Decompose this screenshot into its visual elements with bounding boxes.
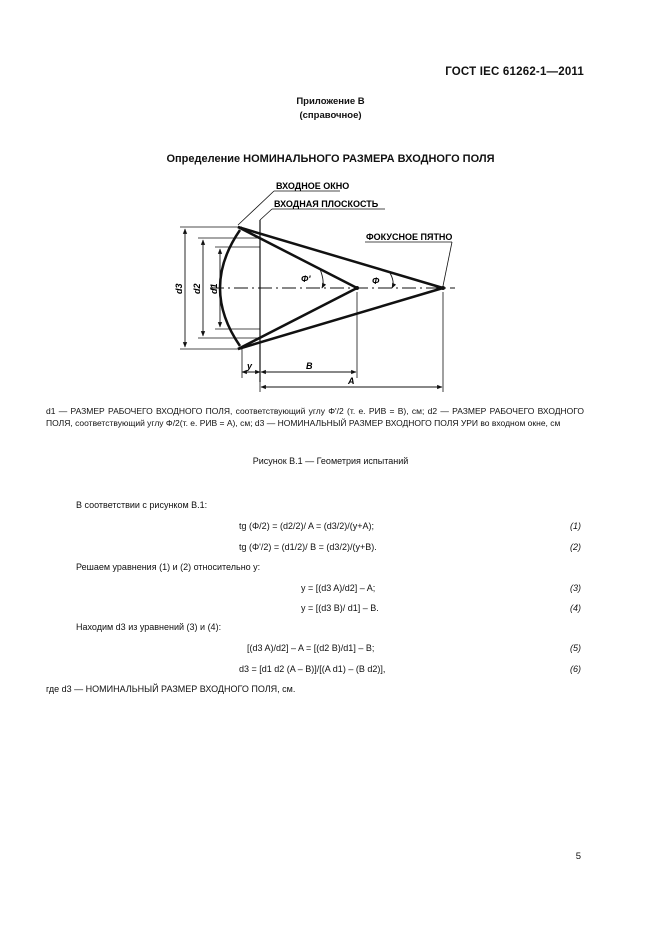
- equation-2-number: (2): [570, 542, 581, 552]
- geometry-diagram: [160, 172, 470, 398]
- figure-notes: d1 — РАЗМЕР РАБОЧЕГО ВХОДНОГО ПОЛЯ, соответствующий углу Φ'/2 (т. е. РИВ = B), см; d2 — РАЗМЕР РАБОЧЕГО ВХОДНОГО ПОЛЯ, соответствующий углу Φ/2(т. е. РИВ = A), см; d3 — НОМИНАЛЬНЫЙ РАЗМЕР ВХОДНОГО ПОЛЯ УРИ во входном окне, см: [46, 406, 584, 428]
- focal-spot-far: [441, 286, 445, 290]
- equation-1-number: (1): [570, 521, 581, 531]
- annex-subtitle: (справочное): [299, 110, 362, 121]
- page-number: 5: [575, 851, 581, 862]
- solve-text: Решаем уравнения (1) и (2) относительно y:: [76, 562, 261, 572]
- section-title: Определение НОМИНАЛЬНОГО РАЗМЕРА ВХОДНОГО ПОЛЯ: [166, 153, 495, 165]
- label-d1: d1: [209, 283, 219, 294]
- equation-5: [(d3 A)/d2] – A = [(d2 B)/d1] – B;: [247, 643, 375, 653]
- equation-3-number: (3): [570, 583, 581, 593]
- label-B: B: [306, 361, 313, 371]
- equation-3: y = [(d3 A)/d2] – A;: [301, 583, 376, 593]
- label-input-plane: ВХОДНАЯ ПЛОСКОСТЬ: [274, 199, 379, 209]
- focal-spot-near: [355, 286, 359, 290]
- equation-6: d3 = [d1 d2 (A – B)]/[(A d1) – (B d2)],: [239, 664, 386, 674]
- document-header: ГОСТ IEC 61262-1—2011: [445, 66, 584, 78]
- equation-6-number: (6): [570, 664, 581, 674]
- annex-title: Приложение В: [296, 96, 365, 107]
- label-focal-spot: ФОКУСНОЕ ПЯТНО: [366, 232, 453, 242]
- equation-4: y = [(d3 B)/ d1] – B.: [301, 603, 379, 613]
- label-input-window: ВХОДНОЕ ОКНО: [276, 181, 350, 191]
- label-d2: d2: [192, 283, 202, 294]
- find-text: Находим d3 из уравнений (3) и (4):: [76, 622, 222, 632]
- label-phi-prime: Φ': [301, 274, 311, 284]
- equation-4-number: (4): [570, 603, 581, 613]
- equation-2: tg (Φ'/2) = (d1/2)/ B = (d3/2)/(y+B).: [239, 542, 377, 552]
- intro-text: В соответствии с рисунком В.1:: [76, 500, 208, 510]
- where-text: где d3 — НОМИНАЛЬНЫЙ РАЗМЕР ВХОДНОГО ПОЛЯ, см.: [46, 684, 296, 694]
- label-phi: Φ: [372, 276, 380, 286]
- equation-5-number: (5): [570, 643, 581, 653]
- equation-1: tg (Φ/2) = (d2/2)/ A = (d3/2)/(y+A);: [239, 521, 374, 531]
- label-A: A: [348, 376, 355, 386]
- figure-caption: Рисунок В.1 — Геометрия испытаний: [252, 456, 409, 466]
- label-y: y: [247, 361, 253, 371]
- label-d3: d3: [174, 283, 184, 294]
